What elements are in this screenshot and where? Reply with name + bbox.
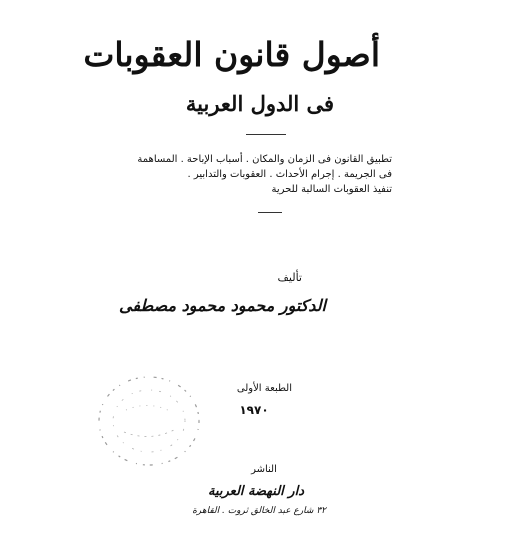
publisher-name: دار النهضة العربية <box>208 484 304 499</box>
book-subtitle: فى الدول العربية <box>185 91 335 116</box>
topics-line: تطبيق القانون فى الزمان والمكان . أسباب الإباحة . المساهمة <box>137 154 392 165</box>
author-name: الدكتور محمود محمود مصطفى <box>119 296 326 315</box>
publisher-label: الناشر <box>251 464 277 475</box>
edition-label: الطبعة الأولى <box>236 383 292 394</box>
publication-year: ١٩٧٠ <box>239 403 269 417</box>
topics-line: تنفيذ العقوبات السالبة للحرية <box>271 184 392 195</box>
book-title: أصول قانون العقوبات <box>83 35 380 74</box>
author-label: تأليف <box>277 271 302 284</box>
publisher-address: ٣٢ شارع عبد الخالق ثروت . القاهرة <box>192 506 326 516</box>
faded-stamp <box>94 372 204 470</box>
topics-line: فى الجريمة . إجرام الأحداث . العقوبات والتدابير . <box>187 169 392 180</box>
divider-bottom <box>258 212 282 213</box>
topics-block <box>137 152 392 197</box>
divider-top <box>246 134 286 135</box>
